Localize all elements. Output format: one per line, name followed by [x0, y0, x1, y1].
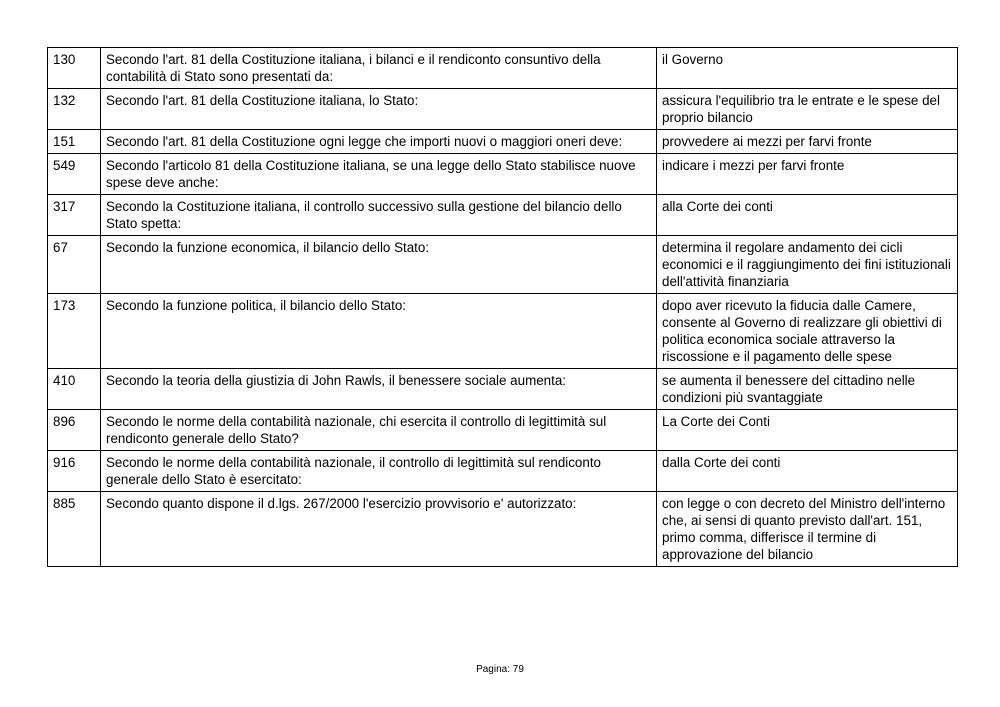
answer-text: assicura l'equilibrio tra le entrate e le spese del proprio bilancio	[657, 89, 958, 130]
question-number: 67	[48, 236, 101, 294]
page-number-footer: Pagina: 79	[476, 664, 524, 675]
answer-text: dopo aver ricevuto la fiducia dalle Camere, consente al Governo di realizzare gli obiettivi di politica economica sociale attraverso la riscossione e il pagamento delle spese	[657, 294, 958, 369]
question-text: Secondo la Costituzione italiana, il controllo successivo sulla gestione del bilancio dello Stato spetta:	[101, 195, 657, 236]
table-row	[48, 369, 958, 410]
table-row	[48, 89, 958, 130]
question-number: 130	[48, 48, 101, 89]
question-number: 885	[48, 492, 101, 567]
question-text: Secondo le norme della contabilità nazionale, il controllo di legittimità sul rendiconto generale dello Stato è esercitato:	[101, 451, 657, 492]
question-number: 549	[48, 154, 101, 195]
question-text: Secondo l'art. 81 della Costituzione ogni legge che importi nuovi o maggiori oneri deve:	[101, 130, 657, 154]
question-number: 896	[48, 410, 101, 451]
table-row	[48, 154, 958, 195]
answer-text: con legge o con decreto del Ministro dell'interno che, ai sensi di quanto previsto dall'art. 151, primo comma, differisce il termine di approvazione del bilancio	[657, 492, 958, 567]
question-number: 173	[48, 294, 101, 369]
question-text: Secondo le norme della contabilità nazionale, chi esercita il controllo di legittimità sul rendiconto generale dello Stato?	[101, 410, 657, 451]
question-number: 916	[48, 451, 101, 492]
question-text: Secondo l'art. 81 della Costituzione italiana, lo Stato:	[101, 89, 657, 130]
question-text: Secondo l'articolo 81 della Costituzione italiana, se una legge dello Stato stabilisce nuove spese deve anche:	[101, 154, 657, 195]
answer-text: provvedere ai mezzi per farvi fronte	[657, 130, 958, 154]
questions-table	[47, 47, 958, 567]
question-text: Secondo la funzione economica, il bilancio dello Stato:	[101, 236, 657, 294]
answer-text: La Corte dei Conti	[657, 410, 958, 451]
answer-text: dalla Corte dei conti	[657, 451, 958, 492]
answer-text: il Governo	[657, 48, 958, 89]
table-row	[48, 195, 958, 236]
table-row	[48, 451, 958, 492]
question-text: Secondo la teoria della giustizia di John Rawls, il benessere sociale aumenta:	[101, 369, 657, 410]
table-row	[48, 294, 958, 369]
question-text: Secondo l'art. 81 della Costituzione italiana, i bilanci e il rendiconto consuntivo della contabilità di Stato sono presentati da:	[101, 48, 657, 89]
answer-text: indicare i mezzi per farvi fronte	[657, 154, 958, 195]
table-row	[48, 236, 958, 294]
question-text: Secondo la funzione politica, il bilancio dello Stato:	[101, 294, 657, 369]
table-row	[48, 130, 958, 154]
question-text: Secondo quanto dispone il d.lgs. 267/2000 l'esercizio provvisorio e' autorizzato:	[101, 492, 657, 567]
answer-text: se aumenta il benessere del cittadino nelle condizioni più svantaggiate	[657, 369, 958, 410]
question-number: 317	[48, 195, 101, 236]
table-row	[48, 48, 958, 89]
question-number: 132	[48, 89, 101, 130]
table-row	[48, 492, 958, 567]
table-row	[48, 410, 958, 451]
answer-text: alla Corte dei conti	[657, 195, 958, 236]
question-number: 151	[48, 130, 101, 154]
answer-text: determina il regolare andamento dei cicli economici e il raggiungimento dei fini istituzionali dell'attività finanziaria	[657, 236, 958, 294]
question-number: 410	[48, 369, 101, 410]
